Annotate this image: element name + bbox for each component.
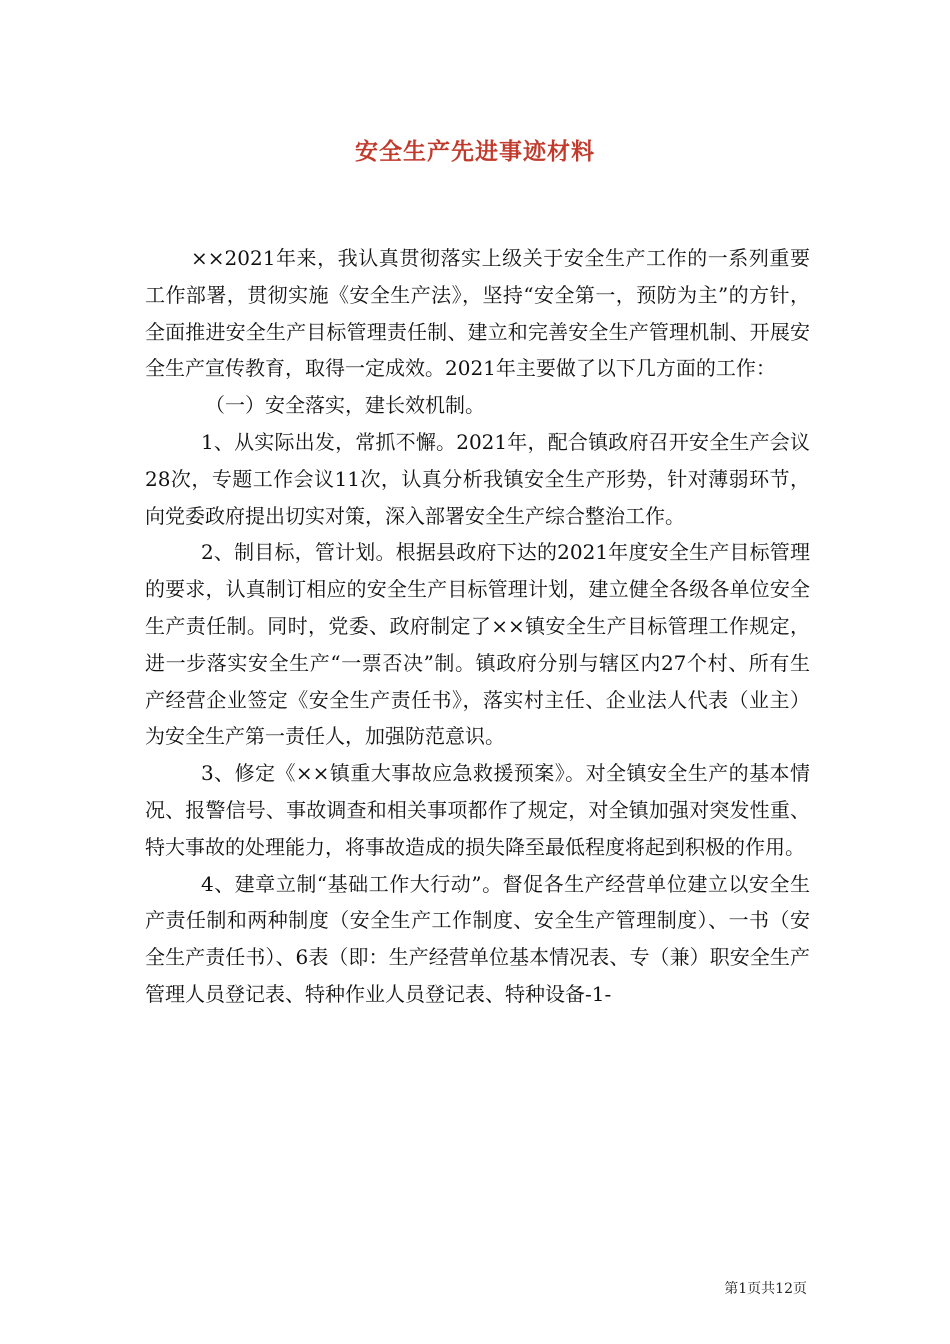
list-item-paragraph: 2、制目标，管计划。根据县政府下达的2021年度安全生产目标管理的要求，认真制订相应的安全生产目标管理计划，建立健全各级各单位安全生产责任制。同时，党委、政府制定了××镇安全生产目标管理工作规定，进一步落实安全生产“一票否决”制。镇政府分别与辖区内27个村、所有生产经营企业签定《安全生产责任书》，落实村主任、企业法人代表（业主）为安全生产第一责任人，加强防范意识。 — [145, 540, 810, 749]
intro-paragraph: ××2021年来，我认真贯彻落实上级关于安全生产工作的一系列重要工作部署，贯彻实施《安全生产法》，坚持“安全第一，预防为主”的方针，全面推进安全生产目标管理责任制、建立和完善安全生产管理机制、开展安全生产宣传教育，取得一定成效。2021年主要做了以下几方面的工作： — [145, 246, 810, 381]
document-body — [145, 240, 810, 1013]
section-heading: （一）安全落实，建长效机制。 — [205, 393, 485, 418]
list-item-paragraph: 4、建章立制“基础工作大行动”。督促各生产经营单位建立以安全生产责任制和两种制度（安全生产工作制度、安全生产管理制度）、一书（安全生产责任书）、6表（即：生产经营单位基本情况表、专（兼）职安全生产管理人员登记表、特种作业人员登记表、特种设备-1- — [145, 871, 810, 1006]
list-item-paragraph: 3、修定《××镇重大事故应急救援预案》。对全镇安全生产的基本情况、报警信号、事故调查和相关事项都作了规定，对全镇加强对突发性重、特大事故的处理能力，将事故造成的损失降至最低程度将起到积极的作用。 — [145, 761, 810, 859]
list-item-paragraph: 1、从实际出发，常抓不懈。2021年，配合镇政府召开安全生产会议28次，专题工作会议11次，认真分析我镇安全生产形势，针对薄弱环节，向党委政府提出切实对策，深入部署安全生产综合整治工作。 — [145, 429, 810, 528]
document-title: 安全生产先进事迹材料 — [355, 138, 595, 165]
page-number: 第1页共12页 — [724, 1281, 807, 1297]
